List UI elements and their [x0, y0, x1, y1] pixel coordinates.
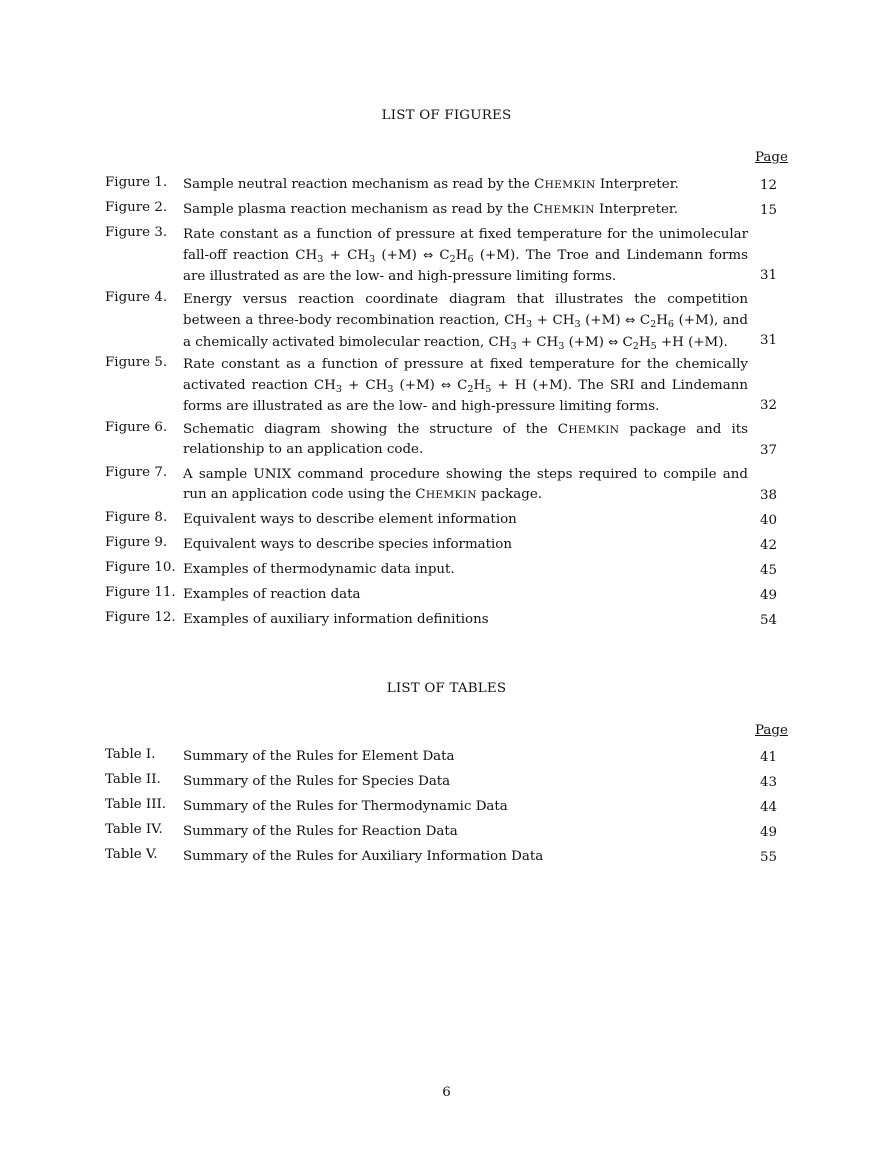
- figure-entry-4: [0, 290, 893, 355]
- figure-label: Figure 1.: [105, 175, 168, 190]
- figure-page-number: 15: [760, 202, 778, 218]
- table-label: Table III.: [105, 797, 167, 812]
- chemkin-name: CHEMKIN: [533, 202, 595, 217]
- figure-label: Figure 3.: [105, 225, 168, 240]
- table-entry-4: [0, 822, 893, 847]
- figure-page-number: 12: [760, 177, 778, 193]
- figures-page-header: Page: [755, 150, 788, 165]
- figure-label: Figure 9.: [105, 535, 168, 550]
- table-label: Table IV.: [105, 822, 163, 837]
- figure-caption: Equivalent ways to describe species information: [183, 537, 512, 552]
- figure-page-number: 31: [760, 267, 778, 283]
- table-entry-3: [0, 797, 893, 822]
- equilibrium-arrow: ⇔: [423, 248, 434, 263]
- figure-caption: Examples of auxiliary information definitions: [183, 612, 489, 627]
- figure-page-number: 49: [760, 587, 778, 603]
- figure-entry-6: [0, 420, 893, 465]
- table-caption: Summary of the Rules for Element Data: [183, 749, 455, 764]
- figure-entry-1: [0, 175, 893, 200]
- figure-label: Figure 2.: [105, 200, 168, 215]
- equilibrium-arrow: ⇔: [441, 378, 452, 393]
- list-of-figures-title: LIST OF FIGURES: [381, 108, 512, 123]
- table-page-number: 49: [760, 824, 778, 840]
- figure-caption: Examples of thermodynamic data input.: [183, 562, 455, 577]
- figure-caption: Examples of reaction data: [183, 587, 361, 602]
- table-caption: Summary of the Rules for Reaction Data: [183, 824, 458, 839]
- figure-page-number: 42: [760, 537, 778, 553]
- table-page-number: 44: [760, 799, 778, 815]
- figure-caption: Sample plasma reaction mechanism as read by the CHEMKIN Interpreter.: [183, 202, 679, 217]
- table-caption: Summary of the Rules for Auxiliary Information Data: [183, 849, 544, 864]
- figure-label: Figure 11.: [105, 585, 176, 600]
- figure-page-number: 45: [760, 562, 778, 578]
- figure-label: Figure 7.: [105, 465, 168, 480]
- figure-label: Figure 10.: [105, 560, 176, 575]
- figure-page-number: 32: [760, 397, 778, 413]
- figure-entry-2: [0, 200, 893, 225]
- table-label: Table I.: [105, 747, 156, 762]
- figure-caption: Rate constant as a function of pressure at fixed temperature for the unimolecular fall-off reaction $CH_3 + CH_3$ (+M) ⇔ $C_2H_6$ (+M). The Troe and Lindemann forms are illustrated as are the low- and high-pressure limiting forms.: [183, 227, 748, 284]
- figure-entry-10: [0, 560, 893, 585]
- chemkin-name: CHEMKIN: [415, 487, 477, 503]
- figure-caption: Sample neutral reaction mechanism as read by the CHEMKIN Interpreter.: [183, 177, 679, 192]
- table-caption: Summary of the Rules for Thermodynamic Data: [183, 799, 508, 814]
- table-page-number: 43: [760, 774, 778, 790]
- table-label: Table V.: [105, 847, 158, 862]
- figure-label: Figure 12.: [105, 610, 176, 625]
- list-of-tables-title: LIST OF TABLES: [386, 681, 507, 696]
- table-page-number: 55: [760, 849, 778, 865]
- figure-page-number: 54: [760, 612, 778, 628]
- tables-list: [0, 747, 893, 872]
- table-entry-1: [0, 747, 893, 772]
- figure-caption: Energy versus reaction coordinate diagram that illustrates the competition between a three-body recombination reaction, $CH_3 + CH_3$ (+M) ⇔ $C_2H_6$ (+M), and a chemically activated bimolecular reaction, $CH_3 + CH_3$ (+M) ⇔ $C_2H_5 +H$ (+M).: [183, 292, 748, 352]
- figure-page-number: 37: [760, 442, 778, 458]
- figure-page-number: 40: [760, 512, 778, 528]
- figures-list: [0, 175, 893, 635]
- chemkin-name: CHEMKIN: [557, 422, 620, 437]
- figure-entry-12: [0, 610, 893, 635]
- figure-caption: A sample UNIX command procedure showing the steps required to compile and run an application code using the CHEMKIN package.: [183, 467, 748, 503]
- figure-label: Figure 6.: [105, 420, 168, 435]
- figure-page-number: 31: [760, 332, 778, 348]
- figure-entry-8: [0, 510, 893, 535]
- figure-label: Figure 4.: [105, 290, 168, 305]
- figure-entry-3: [0, 225, 893, 290]
- equilibrium-arrow: ⇔: [608, 334, 619, 349]
- table-caption: Summary of the Rules for Species Data: [183, 774, 451, 789]
- figure-entry-7: [0, 465, 893, 510]
- figure-caption: Schematic diagram showing the structure of the CHEMKIN package and its relationship to an application code.: [183, 422, 748, 458]
- figure-page-number: 38: [760, 487, 778, 503]
- figure-caption: Equivalent ways to describe element information: [183, 512, 517, 527]
- chemkin-name: CHEMKIN: [534, 177, 596, 192]
- table-entry-2: [0, 772, 893, 797]
- figure-label: Figure 8.: [105, 510, 168, 525]
- table-label: Table II.: [105, 772, 161, 787]
- figure-label: Figure 5.: [105, 355, 168, 370]
- figure-entry-9: [0, 535, 893, 560]
- table-entry-5: [0, 847, 893, 872]
- page-number: 6: [442, 1085, 451, 1100]
- equilibrium-arrow: ⇔: [625, 313, 636, 328]
- figure-caption: Rate constant as a function of pressure at fixed temperature for the chemically activated reaction $CH_3 + CH_3$ (+M) ⇔ $C_2H_5 + H$ (+M). The SRI and Lindemann forms are illustrated as are the low- and high-pressure limiting forms.: [183, 357, 748, 414]
- table-page-number: 41: [760, 749, 778, 765]
- figure-entry-5: [0, 355, 893, 420]
- tables-page-header: Page: [755, 723, 788, 738]
- figure-entry-11: [0, 585, 893, 610]
